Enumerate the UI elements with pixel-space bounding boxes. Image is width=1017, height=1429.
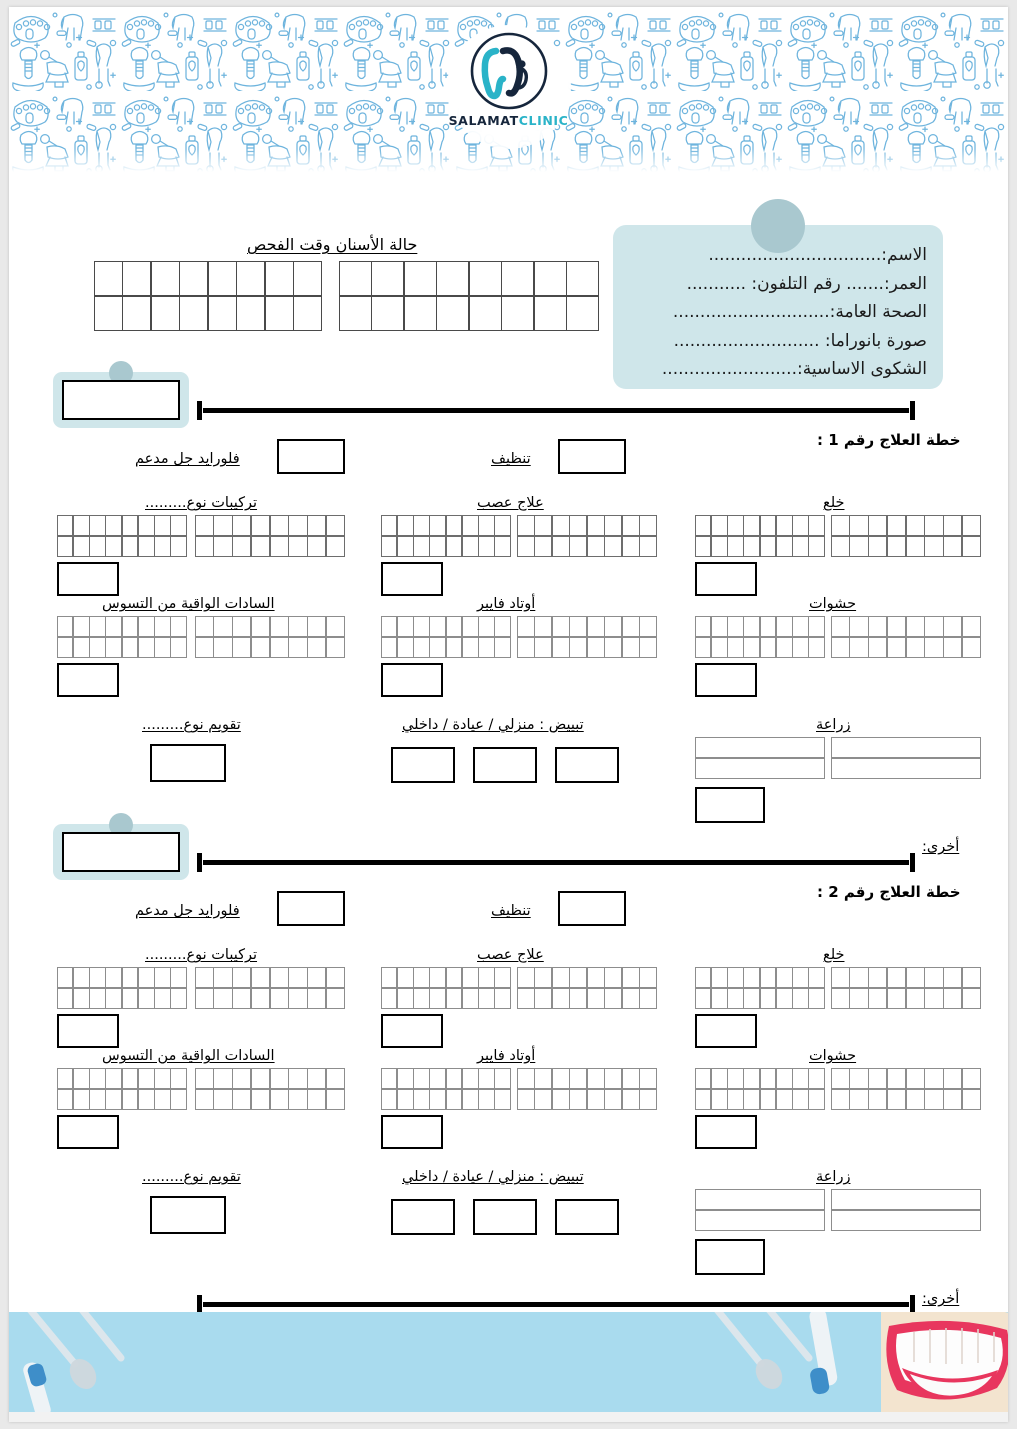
dental-tools-illustration	[9, 1312, 1008, 1412]
plan-2-fillings-box[interactable]	[695, 1115, 757, 1149]
plan-1-fluoride-label: فلورايد جل مدعم	[135, 451, 240, 467]
header-decorative-band	[9, 7, 1008, 175]
plan-1-cleaning-box[interactable]	[558, 439, 626, 474]
plan-1-title: خطة العلاج رقم 1 :	[817, 431, 961, 449]
plan-1-extraction-label: خلع	[823, 495, 845, 511]
plan-1-sealants-box[interactable]	[57, 663, 119, 697]
patient-name-line[interactable]: الاسم:................................	[708, 245, 927, 265]
plan-1-whitening-label: تبييض : منزلي / عيادة / داخلي	[402, 717, 584, 733]
plan-2-flag[interactable]	[53, 824, 189, 880]
plan-2-implant-box[interactable]	[695, 1239, 765, 1275]
plan-1-whitening-box-3[interactable]	[555, 747, 619, 783]
plan-2-sealants-grid-a[interactable]	[57, 1068, 187, 1110]
plan-2-extraction-label: خلع	[823, 947, 845, 963]
panorama-image-line[interactable]: صورة بانوراما: ...........................	[673, 330, 927, 351]
plan-1-cleaning-label: تنظيف	[491, 451, 531, 467]
brand-name-primary: SALAMAT	[448, 113, 519, 128]
plan-2-extraction-grid-b[interactable]	[831, 967, 981, 1009]
plan-2-rootcanal-box[interactable]	[381, 1014, 443, 1048]
plan-1-extraction-box[interactable]	[695, 562, 757, 596]
exam-chart-grid-right[interactable]	[339, 261, 599, 331]
exam-chart-title: حالة الأسنان وقت الفحص	[247, 235, 418, 254]
plan-1-flag-box[interactable]	[62, 380, 180, 420]
form-page	[9, 7, 1008, 1422]
plan-1-rootcanal-box[interactable]	[381, 562, 443, 596]
plan-2-crowns-box[interactable]	[57, 1014, 119, 1048]
brand-name-secondary: CLINIC	[518, 113, 569, 128]
plan-1-whitening-box-2[interactable]	[473, 747, 537, 783]
plan-1-extraction-grid-b[interactable]	[831, 515, 981, 557]
patient-info-card	[613, 225, 943, 389]
clinic-logo	[446, 31, 572, 151]
plan-2-bottom-divider	[197, 1295, 915, 1313]
plan-1-rootcanal-grid-b[interactable]	[517, 515, 657, 557]
plan-2-implant-label: زراعة	[816, 1169, 851, 1185]
plan-2-sealants-grid-b[interactable]	[195, 1068, 345, 1110]
plan-1-implant-label: زراعة	[816, 717, 851, 733]
plan-1-fiberposts-label: أوتاد فايبر	[477, 596, 536, 612]
plan-1-fillings-grid-a[interactable]	[695, 616, 825, 658]
exam-chart-grid-left[interactable]	[94, 261, 322, 331]
plan-1-fluoride-box[interactable]	[277, 439, 345, 474]
plan-1-flag[interactable]	[53, 372, 189, 428]
plan-1-sealants-grid-a[interactable]	[57, 616, 187, 658]
plan-1-rootcanal-label: علاج عصب	[477, 495, 544, 511]
plan-2-fiberposts-grid-b[interactable]	[517, 1068, 657, 1110]
plan-1-whitening-box-1[interactable]	[391, 747, 455, 783]
plan-2-sealants-label: السادات الواقية من التسوس	[102, 1048, 275, 1064]
plan-2-rootcanal-grid-a[interactable]	[381, 967, 511, 1009]
plan-2-fiberposts-grid-a[interactable]	[381, 1068, 511, 1110]
plan-2-fluoride-label: فلورايد جل مدعم	[135, 903, 240, 919]
plan-2-fillings-grid-a[interactable]	[695, 1068, 825, 1110]
plan-2-whitening-box-2[interactable]	[473, 1199, 537, 1235]
plan-1-other-label: أخرى:	[922, 839, 960, 855]
clinic-logo-text	[449, 113, 569, 128]
plan-1-fiberposts-grid-b[interactable]	[517, 616, 657, 658]
plan-2-flag-box[interactable]	[62, 832, 180, 872]
plan-2-rootcanal-label: علاج عصب	[477, 947, 544, 963]
plan-2-fluoride-box[interactable]	[277, 891, 345, 926]
plan-2-sealants-box[interactable]	[57, 1115, 119, 1149]
plan-1-implant-grid-b[interactable]	[831, 737, 981, 779]
plan-1-divider	[197, 401, 915, 419]
plan-2-whitening-box-3[interactable]	[555, 1199, 619, 1235]
plan-1-implant-box[interactable]	[695, 787, 765, 823]
plan-2-rootcanal-grid-b[interactable]	[517, 967, 657, 1009]
plan-2-divider	[197, 853, 915, 871]
plan-2-ortho-box[interactable]	[150, 1196, 226, 1234]
footer-dental-photo	[9, 1312, 1008, 1412]
general-health-line[interactable]: الصحة العامة:.............................	[672, 302, 927, 322]
plan-2-implant-grid-a[interactable]	[695, 1189, 825, 1231]
plan-1-fiberposts-box[interactable]	[381, 663, 443, 697]
plan-2-title: خطة العلاج رقم 2 :	[817, 883, 961, 901]
plan-2-fiberposts-label: أوتاد فايبر	[477, 1048, 536, 1064]
plan-1-fillings-label: حشوات	[809, 596, 857, 612]
plan-2-fillings-label: حشوات	[809, 1048, 857, 1064]
plan-2-whitening-label: تبييض : منزلي / عيادة / داخلي	[402, 1169, 584, 1185]
plan-2-cleaning-box[interactable]	[558, 891, 626, 926]
plan-1-extraction-grid-a[interactable]	[695, 515, 825, 557]
patient-info-lines	[627, 241, 927, 384]
plan-2-crowns-grid-b[interactable]	[195, 967, 345, 1009]
plan-2-cleaning-label: تنظيف	[491, 903, 531, 919]
plan-1-ortho-box[interactable]	[150, 744, 226, 782]
plan-1-crowns-grid-a[interactable]	[57, 515, 187, 557]
tooth-stethoscope-icon	[446, 31, 572, 121]
plan-1-crowns-label: تركيبات نوع.........	[145, 495, 258, 511]
plan-1-ortho-label: تقويم نوع.........	[142, 717, 241, 733]
plan-1-sealants-grid-b[interactable]	[195, 616, 345, 658]
plan-2-crowns-grid-a[interactable]	[57, 967, 187, 1009]
plan-2-extraction-grid-a[interactable]	[695, 967, 825, 1009]
plan-2-fillings-grid-b[interactable]	[831, 1068, 981, 1110]
plan-1-fillings-grid-b[interactable]	[831, 616, 981, 658]
plan-2-ortho-label: تقويم نوع.........	[142, 1169, 241, 1185]
footer-bottom-strip	[9, 1412, 1008, 1422]
patient-age-phone-line[interactable]: العمر:....... رقم التلفون: ...........	[686, 273, 927, 294]
plan-1-rootcanal-grid-a[interactable]	[381, 515, 511, 557]
plan-2-implant-grid-b[interactable]	[831, 1189, 981, 1231]
plan-2-whitening-box-1[interactable]	[391, 1199, 455, 1235]
plan-1-implant-grid-a[interactable]	[695, 737, 825, 779]
plan-2-crowns-label: تركيبات نوع.........	[145, 947, 258, 963]
plan-2-extraction-box[interactable]	[695, 1014, 757, 1048]
header-fade	[9, 149, 1008, 175]
chief-complaint-line[interactable]: الشكوى الاساسية:.........................	[661, 359, 927, 379]
plan-2-other-label: أخرى:	[922, 1291, 960, 1307]
plan-1-sealants-label: السادات الواقية من التسوس	[102, 596, 275, 612]
plan-2-fiberposts-box[interactable]	[381, 1115, 443, 1149]
plan-1-crowns-grid-b[interactable]	[195, 515, 345, 557]
plan-1-fiberposts-grid-a[interactable]	[381, 616, 511, 658]
plan-1-crowns-box[interactable]	[57, 562, 119, 596]
plan-1-fillings-box[interactable]	[695, 663, 757, 697]
